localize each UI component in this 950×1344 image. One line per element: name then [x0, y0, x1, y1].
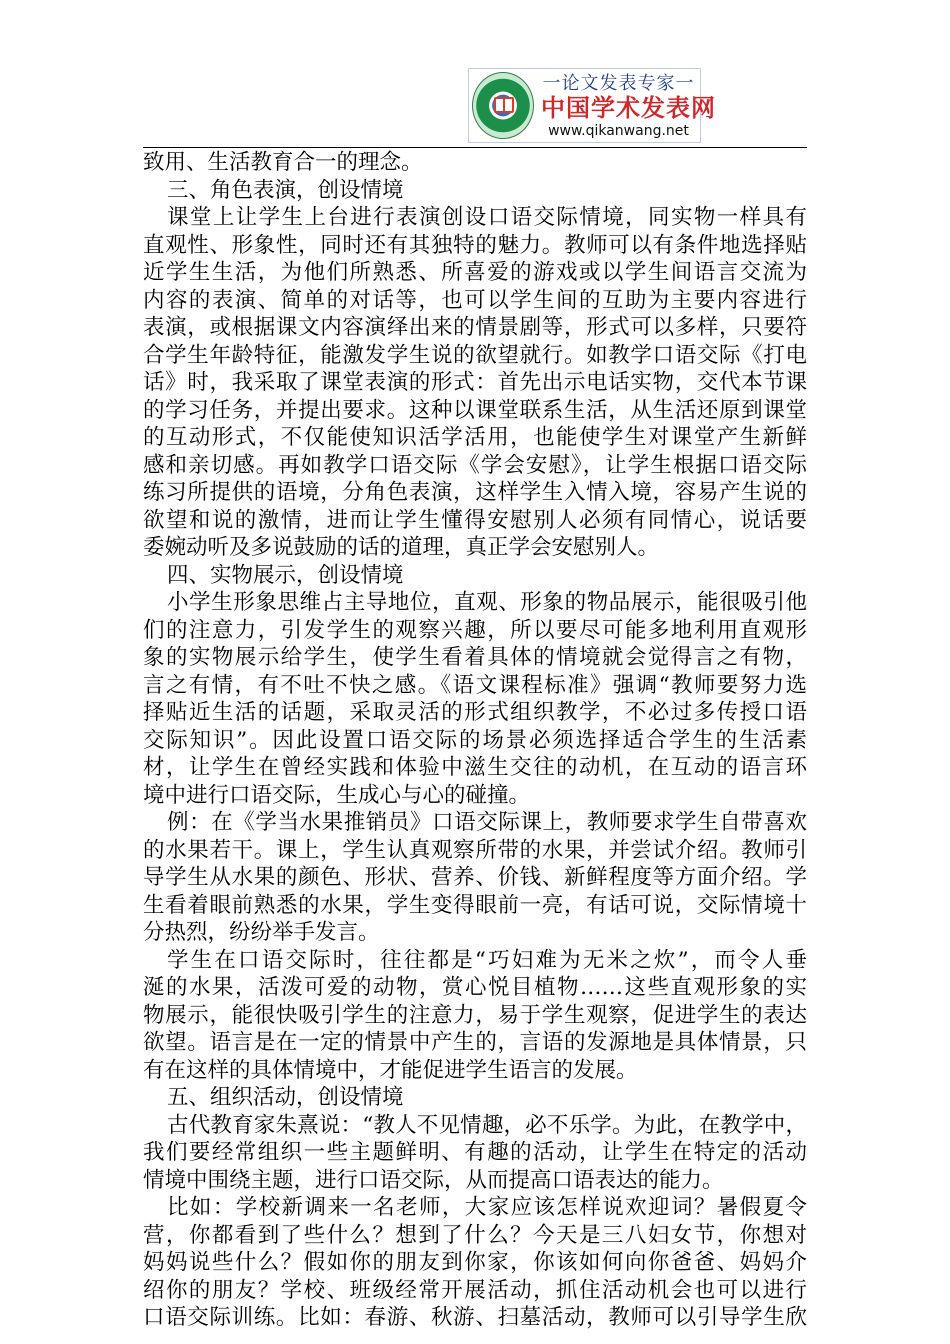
text-line: 物展示，能很快吸引学生的注意力，易于学生观察，促进学生的表达 [143, 1002, 807, 1028]
logo-url: www.qikanwang.net [548, 123, 689, 139]
text-line: 的互动形式，不仅能使知识活学活用，也能使学生对课堂产生新鲜 [143, 425, 807, 450]
text-line: 比如：学校新调来一名老师，大家应该怎样说欢迎词？暑假夏令 [167, 1195, 807, 1220]
text-line: 有在这样的具体情境中，才能促进学生语言的发展。 [143, 1057, 638, 1083]
text-line: 话》时，我采取了课堂表演的形式：首先出示电话实物，交代本节课 [143, 370, 807, 395]
text-line: 表演，或根据课文内容演绎出来的情景剧等，形式可以多样，只要符 [143, 315, 807, 340]
text-line: 委婉动听及多说鼓励的话的道理，真正学会安慰别人。 [143, 535, 660, 560]
text-line: 课堂上让学生上台进行表演创设口语交际情境，同实物一样具有 [167, 205, 807, 230]
text-line: 学生在口语交际时，往往都是“巧妇难为无米之炊”，而令人垂 [167, 947, 807, 973]
text-line: 们的注意力，引发学生的观察兴趣，所以要尽可能多地利用直观形 [143, 617, 807, 643]
seal-icon [472, 72, 534, 139]
logo-brand: 中国学术发表网 [541, 94, 716, 122]
article-body [143, 149, 807, 1332]
text-line: 绍你的朋友？学校、班级经常开展活动，抓住活动机会也可以进行 [143, 1277, 807, 1303]
text-line: 感和亲切感。再如教学口语交际《学会安慰》，让学生根据口语交际 [143, 452, 807, 478]
text-line: 古代教育家朱熹说：“教人不见情趣，必不乐学。为此，在教学中， [167, 1112, 807, 1138]
logo-tagline: 一论文发表专家一 [542, 73, 695, 94]
text-line: 四、实物展示，创设情境 [167, 562, 404, 588]
text-line: 练习所提供的语境，分角色表演，这样学生入情入境，容易产生说的 [143, 480, 807, 505]
text-line: 欲望和说的激情，进而让学生懂得安慰别人必须有同情心，说话要 [143, 507, 807, 533]
text-line: 欲望。语言是在一定的情景中产生的，言语的发源地是具体情景，只 [143, 1030, 807, 1055]
text-line: 交际知识”。因此设置口语交际的场景必须选择适合学生的生活素 [143, 727, 807, 753]
text-line: 的水果若干。课上，学生认真观察所带的水果，并尝试介绍。教师引 [143, 837, 807, 863]
text-line: 分热烈，纷纷举手发言。 [143, 920, 380, 945]
book-icon [494, 97, 514, 113]
text-line: 直观性、形象性，同时还有其独特的魅力。教师可以有条件地选择贴 [143, 232, 807, 258]
text-line: 致用、生活教育合一的理念。 [143, 150, 423, 175]
text-line: 材，让学生在曾经实践和体验中滋生交往的动机，在互动的语言环 [143, 755, 807, 780]
text-line: 合学生年龄特征，能激发学生说的欲望就行。如教学口语交际《打电 [143, 342, 807, 368]
text-line: 营，你都看到了些什么？想到了什么？今天是三八妇女节，你想对 [143, 1222, 807, 1248]
text-line: 导学生从水果的颜色、形状、营养、价钱、新鲜程度等方面介绍。学 [143, 865, 807, 890]
text-line: 小学生形象思维占主导地位，直观、形象的物品展示，能很吸引他 [167, 590, 807, 615]
text-line: 例：在《学当水果推销员》口语交际课上，教师要求学生自带喜欢 [167, 810, 807, 835]
text-line: 象的实物展示给学生，使学生看着具体的情境就会觉得言之有物， [143, 645, 807, 670]
site-logo [468, 68, 716, 143]
text-line: 口语交际训练。比如：春游、秋游、扫墓活动，教师可以引导学生欣 [143, 1305, 807, 1330]
text-line: 近学生生活，为他们所熟悉、所喜爱的游戏或以学生间语言交流为 [143, 260, 807, 285]
text-line: 的学习任务，并提出要求。这种以课堂联系生活，从生活还原到课堂 [143, 397, 807, 423]
text-line: 涎的水果，活泼可爱的动物，赏心悦目植物……这些直观形象的实 [143, 975, 807, 1000]
text-line: 生看着眼前熟悉的水果，学生变得眼前一亮，有话可说，交际情境十 [143, 892, 807, 918]
text-line: 内容的表演、简单的对话等，也可以学生间的互助为主要内容进行 [143, 287, 807, 313]
text-line: 五、组织活动，创设情境 [167, 1085, 404, 1110]
text-line: 我们要经常组织一些主题鲜明、有趣的活动，让学生在特定的活动 [143, 1140, 807, 1165]
text-line: 择贴近生活的话题，采取灵活的形式组织教学，不必过多传授口语 [143, 700, 807, 725]
text-line: 境中进行口语交际，生成心与心的碰撞。 [143, 782, 531, 808]
text-line: 情境中围绕主题，进行口语交际，从而提高口语表达的能力。 [143, 1167, 724, 1193]
text-line: 三、角色表演，创设情境 [167, 177, 404, 203]
text-line: 妈妈说些什么？假如你的朋友到你家，你该如何向你爸爸、妈妈介 [143, 1250, 807, 1275]
header-rule [143, 147, 807, 148]
text-line: 言之有情，有不吐不快之感。《语文课程标准》强调“教师要努力选 [143, 672, 807, 698]
